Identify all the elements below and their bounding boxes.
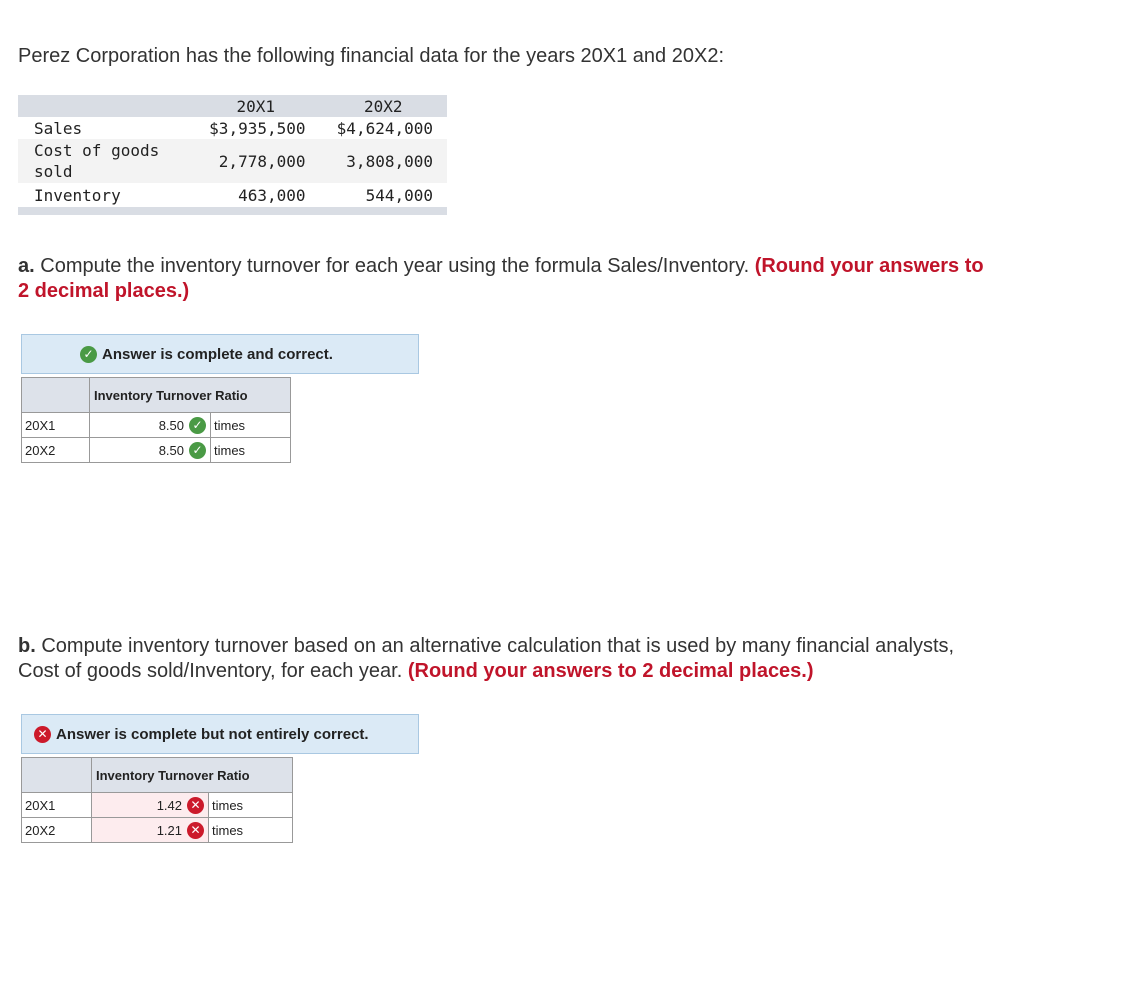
header-blank bbox=[22, 378, 90, 413]
intro-text: Perez Corporation has the following financial data for the years 20X1 and 20X2: bbox=[18, 45, 724, 67]
answer-value[interactable] bbox=[90, 413, 211, 438]
year-label: 20X1 bbox=[22, 413, 90, 438]
table-row bbox=[22, 793, 293, 818]
header-20x1: 20X1 bbox=[192, 95, 320, 117]
header-ratio: Inventory Turnover Ratio bbox=[92, 758, 293, 793]
row-label bbox=[18, 139, 192, 183]
header-blank bbox=[18, 95, 192, 117]
answer-table-a bbox=[21, 377, 291, 463]
unit-label: times bbox=[209, 793, 293, 818]
financial-data-table bbox=[18, 95, 447, 215]
x-circle-icon: ✕ bbox=[34, 726, 51, 743]
answer-banner-b bbox=[21, 714, 419, 754]
row-label-line1: Cost of goods bbox=[34, 141, 160, 160]
unit-label: times bbox=[211, 413, 291, 438]
cell-20x1: $3,935,500 bbox=[209, 118, 306, 138]
question-b-label: b. bbox=[18, 635, 36, 657]
x-circle-icon: ✕ bbox=[187, 797, 204, 814]
table-row-cogs bbox=[18, 139, 447, 183]
table-row bbox=[22, 818, 293, 843]
header-ratio: Inventory Turnover Ratio bbox=[90, 378, 291, 413]
question-a-round: (Round your answers to bbox=[754, 255, 984, 277]
unit-label: times bbox=[209, 818, 293, 843]
answer-value[interactable] bbox=[92, 793, 209, 818]
value-text: 8.50 bbox=[158, 417, 184, 433]
value-text: 1.21 bbox=[156, 822, 182, 838]
question-a-text: Compute the inventory turnover for each year using the formula Sales/Inventory. bbox=[40, 255, 750, 277]
value-text: 8.50 bbox=[158, 442, 184, 458]
header-blank bbox=[22, 758, 92, 793]
cell-20x1: 463,000 bbox=[238, 185, 306, 205]
header-20x2: 20X2 bbox=[320, 95, 448, 117]
question-a-round-2: 2 decimal places.) bbox=[18, 280, 190, 302]
question-a-label: a. bbox=[18, 255, 35, 277]
row-label-line2: sold bbox=[34, 162, 73, 181]
banner-b-text: Answer is complete but not entirely correct. bbox=[56, 725, 369, 743]
answer-banner-a bbox=[21, 334, 419, 374]
answer-value[interactable] bbox=[92, 818, 209, 843]
question-a bbox=[18, 254, 984, 304]
answer-table-b bbox=[21, 757, 293, 843]
question-b-round: (Round your answers to 2 decimal places.) bbox=[407, 660, 814, 682]
table-footer-bar bbox=[18, 207, 447, 215]
check-circle-icon: ✓ bbox=[80, 346, 97, 363]
year-label: 20X2 bbox=[22, 818, 92, 843]
year-label: 20X2 bbox=[22, 438, 90, 463]
cell-20x2: $4,624,000 bbox=[336, 118, 433, 138]
unit-label: times bbox=[211, 438, 291, 463]
banner-a-text: Answer is complete and correct. bbox=[102, 345, 333, 363]
question-b bbox=[18, 634, 954, 684]
row-label: Inventory bbox=[34, 185, 121, 205]
table-row bbox=[22, 438, 291, 463]
cell-20x2: 3,808,000 bbox=[320, 139, 448, 183]
table-row bbox=[22, 413, 291, 438]
table-row-sales bbox=[18, 117, 447, 139]
row-label: Sales bbox=[34, 118, 83, 138]
cell-20x2: 544,000 bbox=[365, 185, 433, 205]
check-circle-icon: ✓ bbox=[189, 417, 206, 434]
answer-value[interactable] bbox=[90, 438, 211, 463]
value-text: 1.42 bbox=[156, 797, 182, 813]
question-b-text-2: Cost of goods sold/Inventory, for each year. bbox=[18, 660, 403, 682]
table-row-inventory bbox=[18, 183, 447, 207]
year-label: 20X1 bbox=[22, 793, 92, 818]
cell-20x1: 2,778,000 bbox=[192, 139, 320, 183]
check-circle-icon: ✓ bbox=[189, 442, 206, 459]
question-b-text: Compute inventory turnover based on an alternative calculation that is used by many financial analysts, bbox=[41, 635, 955, 657]
x-circle-icon: ✕ bbox=[187, 822, 204, 839]
